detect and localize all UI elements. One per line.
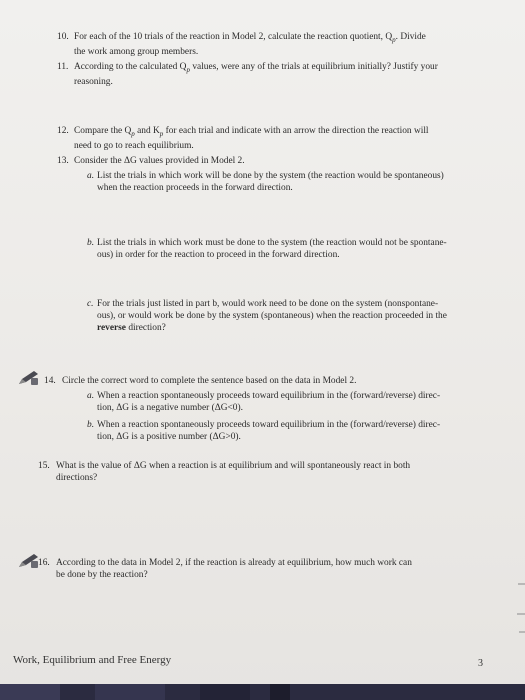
question-16 <box>38 557 478 581</box>
question-text: According to the data in Model 2, if the reaction is already at equilibrium, how much work can <box>56 558 412 568</box>
pencil-icon <box>17 553 39 569</box>
question-text: For each of the 10 trials of the reaction in Model 2, calculate the reaction quotient, Q <box>74 32 393 42</box>
part-text-cont: ous) in order for the reaction to proceed in the forward direction. <box>97 250 340 260</box>
question-14 <box>44 375 484 387</box>
question-13b <box>87 237 487 261</box>
question-number: 13. <box>57 156 69 166</box>
question-number: 16. <box>38 558 50 568</box>
question-number: 14. <box>44 376 56 386</box>
question-text: Consider the ΔG values provided in Model 2. <box>74 156 245 166</box>
footer-title: Work, Equilibrium and Free Energy <box>13 654 172 666</box>
part-letter: b. <box>87 238 95 248</box>
part-text-cont: tion, ΔG is a positive number (ΔG>0). <box>97 432 241 442</box>
question-14b <box>87 419 487 443</box>
part-text-end: direction? <box>125 323 166 333</box>
question-number: 15. <box>38 461 50 471</box>
question-13a <box>87 170 487 194</box>
question-13 <box>57 155 477 167</box>
pencil-icon <box>17 370 39 386</box>
page-number: 3 <box>478 658 483 669</box>
part-letter: a. <box>87 171 95 181</box>
part-letter: c. <box>87 299 94 309</box>
part-text: When a reaction spontaneously proceeds toward equilibrium in the (forward/reverse) direc- <box>97 391 441 401</box>
question-text: Circle the correct word to complete the sentence based on the data in Model 2. <box>62 376 357 386</box>
part-text: List the trials in which work must be done to the system (the reaction would not be spontane- <box>97 238 447 248</box>
question-text: According to the calculated Q <box>74 62 187 72</box>
bottom-strip <box>0 684 525 700</box>
part-letter: b. <box>87 420 95 430</box>
question-text-cont: the work among group members. <box>74 46 199 57</box>
bottom-strip-segment <box>0 684 60 700</box>
question-text-cont: need to go to reach equilibrium. <box>74 140 194 151</box>
question-number: 11. <box>57 62 69 72</box>
question-12: 12. Compare the $Q_p$ and $K_p$ for each trial and indicate with an arrow the direction the reaction will need to go to reach equilibrium. <box>57 126 429 151</box>
part-text-cont: ous), or would work be done by the system (spontaneous) when the reaction proceeded in the <box>97 311 447 321</box>
bottom-strip-segment <box>200 684 250 700</box>
question-15 <box>38 460 478 484</box>
question-10: 10. For each of the 10 trials of the reaction in Model 2, calculate the reaction quotient, $Q_p$. Divide the work among group members. <box>57 32 426 57</box>
question-text-cont: directions? <box>56 473 98 483</box>
question-13c <box>87 298 487 334</box>
part-text-cont: when the reaction proceeds in the forward direction. <box>97 183 293 193</box>
question-number: 12. <box>57 126 69 136</box>
part-text: For the trials just listed in part b, would work need to be done on the system (nonspontane- <box>97 299 439 309</box>
emphasis-word: reverse <box>97 323 126 333</box>
question-text-cont: be done by the reaction? <box>56 570 148 580</box>
question-text-cont: reasoning. <box>74 76 113 87</box>
page-edge-marks <box>514 580 525 640</box>
question-text: Compare the Q <box>74 126 132 136</box>
bottom-strip-segment <box>270 684 290 700</box>
bottom-strip-segment <box>95 684 165 700</box>
question-14a <box>87 390 487 414</box>
question-text: What is the value of ΔG when a reaction is at equilibrium and will spontaneously react in both <box>56 461 411 471</box>
part-letter: a. <box>87 391 95 401</box>
question-11: 11. According to the calculated $Q_p$ values, were any of the trials at equilibrium initially? Justify your reasoning. <box>57 62 438 87</box>
part-text-cont: tion, ΔG is a negative number (ΔG<0). <box>97 403 243 413</box>
part-text: When a reaction spontaneously proceeds toward equilibrium in the (forward/reverse) direc- <box>97 420 441 430</box>
part-text: List the trials in which work will be done by the system (the reaction would be spontaneous) <box>97 171 444 181</box>
question-number: 10. <box>57 32 69 42</box>
